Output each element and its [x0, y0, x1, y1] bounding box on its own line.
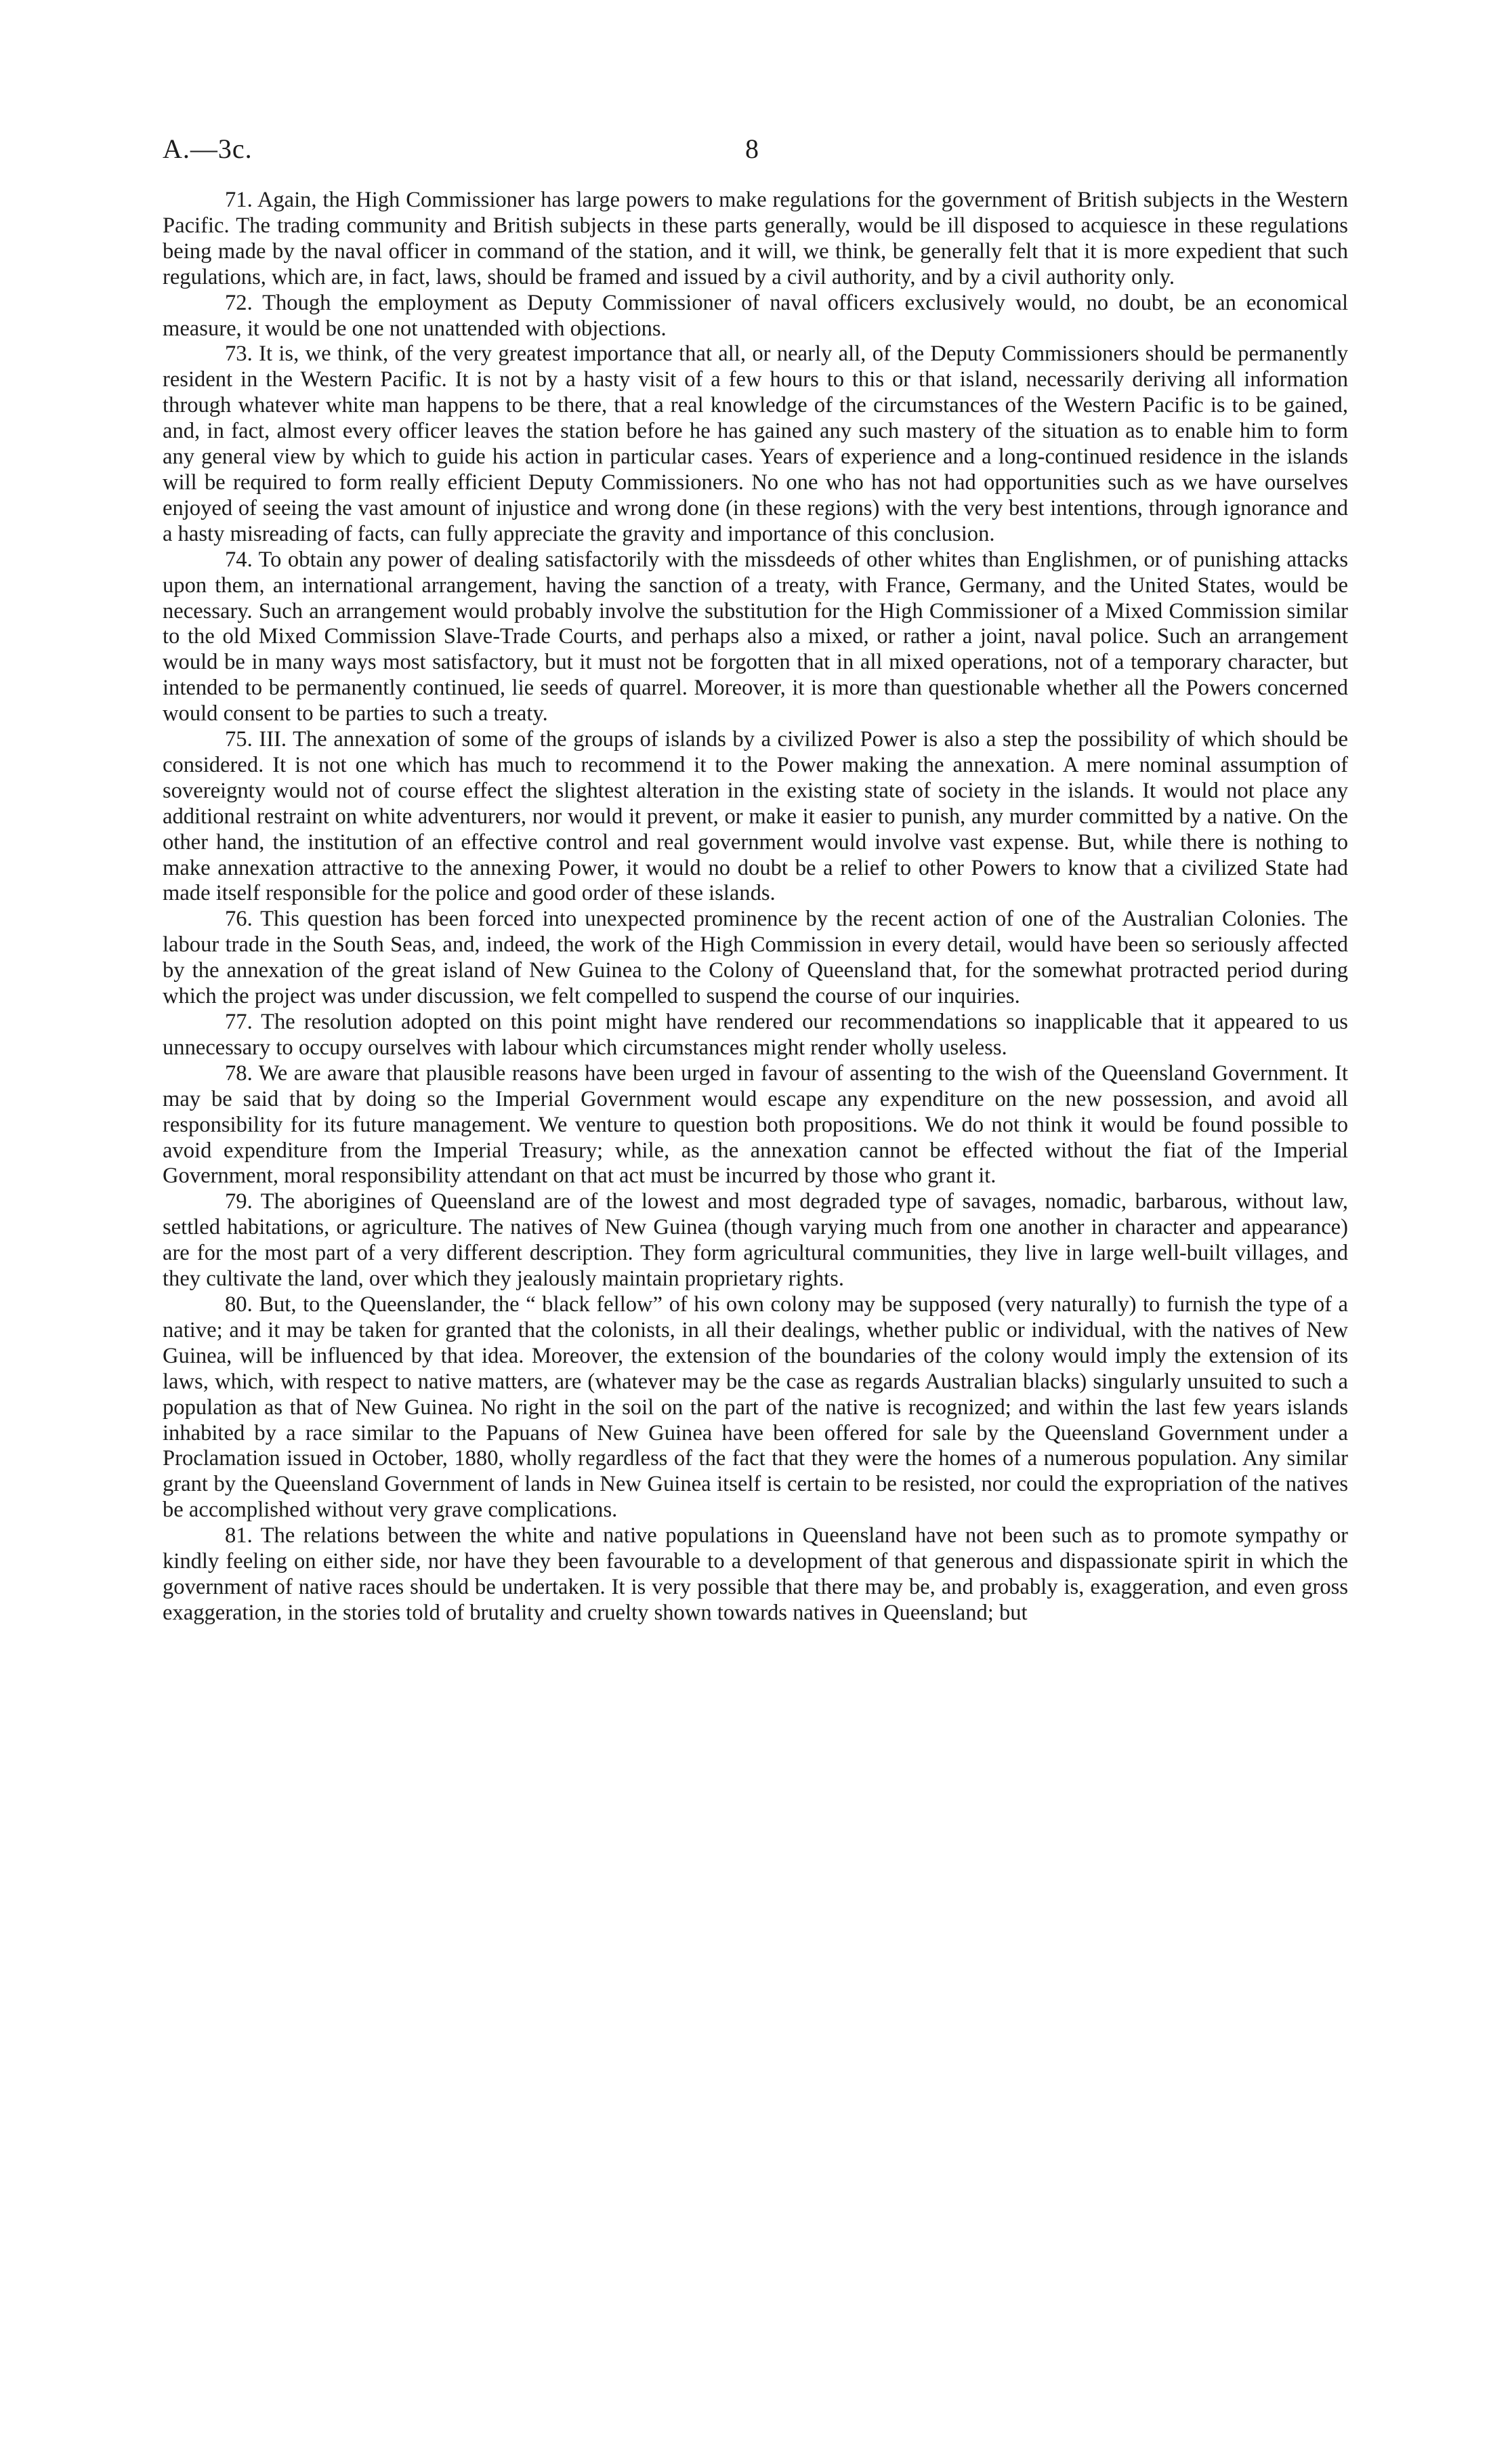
running-header — [163, 125, 1348, 173]
paragraph-72: 72. Though the employment as Deputy Commissioner of naval officers exclusively would, no doubt, be an economical measure, it would be one not unattended with objections. — [163, 290, 1348, 341]
paragraph-78: 78. We are aware that plausible reasons have been urged in favour of assenting to the wish of the Queensland Government. It may be said that by doing so the Imperial Government would escape any expenditure on the new possession, and avoid all responsibility for its future management. We venture to question both propositions. We do not think it would be found possible to avoid expenditure from the Imperial Treasury; while, as the annexation cannot be effected without the fiat of the Imperial Government, moral responsibility attendant on that act must be incurred by those who grant it. — [163, 1061, 1348, 1189]
paragraph-76: 76. This question has been forced into unexpected prominence by the recent action of one of the Australian Colonies. The labour trade in the South Seas, and, indeed, the work of the High Commission in every detail, would have been so seriously affected by the annexation of the great island of New Guinea to the Colony of Queensland that, for the somewhat protracted period during which the project was under discussion, we felt compelled to suspend the course of our inquiries. — [163, 907, 1348, 1009]
document-page — [163, 125, 1348, 1626]
paragraph-71: 71. Again, the High Commissioner has large powers to make regulations for the government of British subjects in the Western Pacific. The trading community and British subjects in these parts generally, would be ill disposed to acquiesce in these regulations being made by the naval officer in command of the station, and it will, we think, be generally felt that it is more expedient that such regulations, which are, in fact, laws, should be framed and issued by a civil authority, and by a civil authority only. — [163, 188, 1348, 289]
paragraph-81: 81. The relations between the white and native populations in Queensland have not been such as to promote sympathy or kindly feeling on either side, nor have they been favourable to a development of that generous and dispassionate spirit in which the government of native races should be undertaken. It is very possible that there may be, and probably is, exaggeration, and even gross exaggeration, in the stories told of brutality and cruelty shown towards natives in Queensland; but — [163, 1523, 1348, 1625]
paragraph-73: 73. It is, we think, of the very greatest importance that all, or nearly all, of the Deputy Commissioners should be permanently resident in the Western Pacific. It is not by a hasty visit of a few hours to this or that island, necessarily deriving all information through whatever white man happens to be there, that a real knowledge of the circumstances of the Western Pacific is to be gained, and, in fact, almost every officer leaves the station before he has gained any such mastery of the situation as to enable him to form any general view by which to guide his action in particular cases. Years of experience and a long-continued residence in the islands will be required to form really efficient Deputy Commissioners. No one who has not had opportunities such as we have ourselves enjoyed of seeing the vast amount of injustice and wrong done (in these regions) with the very best intentions, through ignorance and a hasty misreading of facts, can fully appreciate the gravity and importance of this conclusion. — [163, 342, 1348, 546]
document-body — [163, 188, 1348, 1626]
paragraph-80: 80. But, to the Queenslander, the “ black fellow” of his own colony may be supposed (very naturally) to furnish the type of a native; and it may be taken for granted that the colonists, in all their dealings, whether public or individual, with the natives of New Guinea, will be influenced by that idea. Moreover, the extension of the boundaries of the colony would imply the extension of its laws, which, with respect to native matters, are (whatever may be the case as regards Australian blacks) singularly unsuited to such a population as that of New Guinea. No right in the soil on the part of the native is recognized; and within the last few years islands inhabited by a race similar to the Papuans of New Guinea have been offered for sale by the Queensland Government under a Proclamation issued in October, 1880, wholly regardless of the fact that they were the homes of a numerous population. Any similar grant by the Queensland Government of lands in New Guinea itself is certain to be resisted, nor could the expropriation of the natives be accomplished without very grave complications. — [163, 1292, 1348, 1523]
document-reference: A.—3c. — [163, 133, 253, 164]
page-number: 8 — [745, 133, 759, 164]
paragraph-75: 75. III. The annexation of some of the groups of islands by a civilized Power is also a step the possibility of which should be considered. It is not one which has much to recommend it to the Power making the annexation. A mere nominal assumption of sovereignty would not of course effect the slightest alteration in the existing state of society in the islands. It would not place any additional restraint on white adventurers, nor would it prevent, or make it easier to punish, any murder committed by a native. On the other hand, the institution of an effective control and real government would involve vast expense. But, while there is nothing to make annexation attractive to the annexing Power, it would no doubt be a relief to other Powers to know that a civilized State had made itself responsible for the police and good order of these islands. — [163, 727, 1348, 906]
paragraph-74: 74. To obtain any power of dealing satisfactorily with the missdeeds of other whites than Englishmen, or of punishing attacks upon them, an international arrangement, having the sanction of a treaty, with France, Germany, and the United States, would be necessary. Such an arrangement would probably involve the substitution for the High Commissioner of a Mixed Commission similar to the old Mixed Commission Slave-Trade Courts, and perhaps also a mixed, or rather a joint, naval police. Such an arrangement would be in many ways most satisfactory, but it must not be forgotten that in all mixed operations, not of a temporary character, but intended to be permanently continued, lie seeds of quarrel. Moreover, it is more than questionable whether all the Powers concerned would consent to be parties to such a treaty. — [163, 547, 1348, 726]
paragraph-77: 77. The resolution adopted on this point might have rendered our recommendations so inapplicable that it appeared to us unnecessary to occupy ourselves with labour which circumstances might render wholly useless. — [163, 1010, 1348, 1060]
paragraph-79: 79. The aborigines of Queensland are of the lowest and most degraded type of savages, nomadic, barbarous, without law, settled habitations, or agriculture. The natives of New Guinea (though varying much from one another in character and appearance) are for the most part of a very different description. They form agricultural communities, they live in large well-built villages, and they cultivate the land, over which they jealously maintain proprietary rights. — [163, 1189, 1348, 1292]
